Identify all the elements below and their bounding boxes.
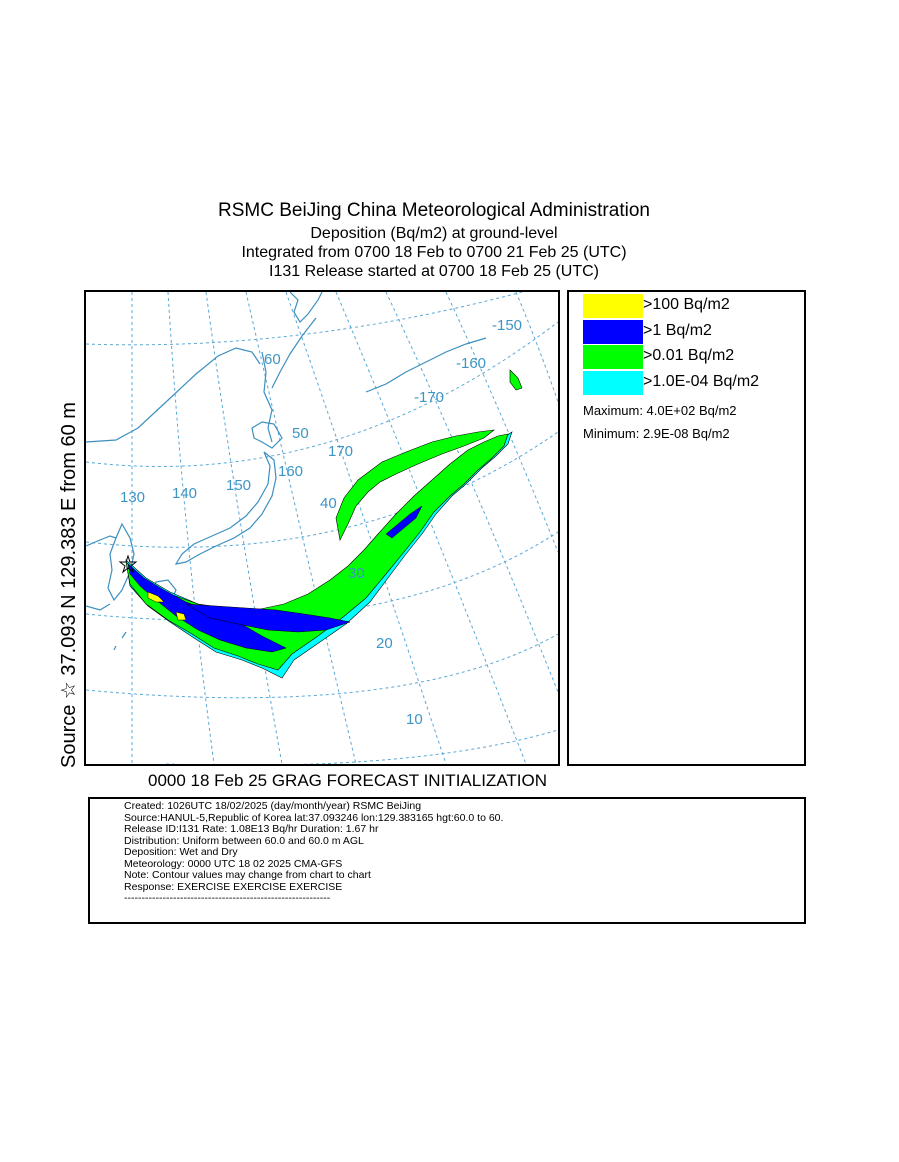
info-line: Response: EXERCISE EXERCISE EXERCISE — [124, 880, 343, 893]
grid-labels — [120, 317, 522, 728]
legend-label: >0.01 Bq/m2 — [643, 347, 735, 364]
grid-label-lon-minus160: -160 — [456, 355, 487, 372]
grid-label-lat-60: 60 — [264, 351, 281, 368]
info-line: Created: 1026UTC 18/02/2025 (day/month/year) RSMC BeiJing — [124, 800, 422, 812]
legend-label: >1 Bq/m2 — [643, 322, 712, 339]
legend-label: >1.0E-04 Bq/m2 — [643, 373, 760, 390]
legend-swatch-green — [583, 345, 643, 369]
release-start: I131 Release started at 0700 18 Feb 25 (UTC) — [269, 263, 599, 280]
grid-label-lat-30: 30 — [348, 565, 365, 582]
graticule-parallels — [86, 292, 558, 764]
legend-panel — [567, 290, 806, 766]
legend-swatch-blue — [583, 320, 643, 344]
okhotsk-mainland-coast — [86, 348, 260, 442]
grid-label-lat-10: 10 — [406, 711, 423, 728]
grid-label-lon-150: 150 — [226, 477, 252, 494]
chart-title: RSMC BeiJing China Meteorological Administration — [218, 200, 650, 221]
legend-swatch-yellow — [583, 294, 643, 318]
info-line: Deposition: Wet and Dry — [124, 846, 238, 858]
grid-label-lat-50: 50 — [292, 425, 309, 442]
grid-label-lon-minus150: -150 — [492, 317, 523, 334]
source-location-label: Source ☆ 37.093 N 129.383 E from 60 m — [58, 402, 80, 768]
deposition-map — [86, 292, 558, 764]
chart-subtitle: Deposition (Bq/m2) at ground-level — [310, 225, 558, 242]
legend-minimum: Minimum: 2.9E-08 Bq/m2 — [583, 426, 730, 441]
legend-maximum: Maximum: 4.0E+02 Bq/m2 — [583, 403, 737, 418]
grid-label-lat-40: 40 — [320, 495, 337, 512]
plume-green-isolated-patch — [510, 370, 522, 390]
grid-label-lon-130: 130 — [120, 489, 146, 506]
info-line: Source:HANUL-5,Republic of Korea lat:37.093246 lon:129.383165 hgt:60.0 to 60. — [124, 811, 504, 824]
ryukyu-islands — [114, 632, 126, 650]
hokkaido-coast — [252, 422, 282, 448]
info-line: Release ID:I131 Rate: 1.08E13 Bq/hr Duration: 1.67 hr — [124, 823, 379, 835]
legend-swatch-cyan — [583, 371, 643, 395]
info-line: Note: Contour values may change from chart to chart — [124, 869, 371, 881]
info-line: Distribution: Uniform between 60.0 and 60.0 m AGL — [124, 834, 364, 847]
legend-label: >100 Bq/m2 — [643, 296, 730, 313]
kamchatka-coast — [290, 292, 322, 322]
grid-label-lon-140: 140 — [172, 485, 198, 502]
info-panel — [88, 797, 806, 924]
integration-period: Integrated from 0700 18 Feb to 0700 21 Feb 25 (UTC) — [241, 244, 627, 261]
honshu-coast — [176, 452, 276, 564]
info-line: Meteorology: 0000 UTC 18 02 2025 CMA-GFS — [124, 857, 343, 870]
info-line: ----------------------------------------------------------- — [124, 892, 331, 904]
info-lines — [124, 801, 503, 905]
map-panel — [84, 290, 560, 766]
forecast-initialization: 0000 18 Feb 25 GRAG FORECAST INITIALIZATION — [148, 771, 548, 790]
grid-label-lat-20: 20 — [376, 635, 393, 652]
grid-label-lon-minus170: -170 — [414, 389, 445, 406]
grid-label-lon-160: 160 — [278, 463, 304, 480]
grid-label-lon-170: 170 — [328, 443, 354, 460]
